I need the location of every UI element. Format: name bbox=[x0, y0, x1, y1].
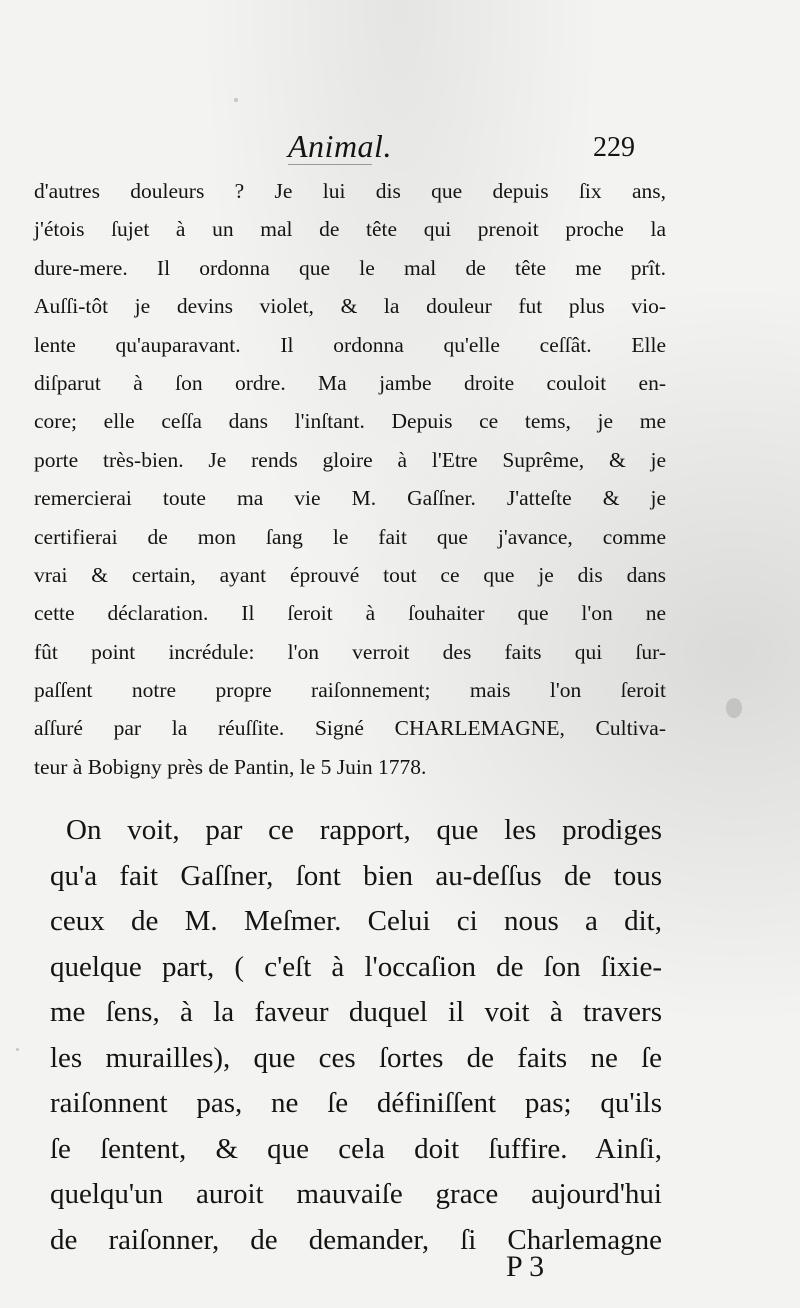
text-line: qu'a fait Gaſſner, ſont bien au-deſſus de tous bbox=[50, 859, 662, 892]
signature-mark: P 3 bbox=[506, 1250, 545, 1283]
text-line: dure-mere. Il ordonna que le mal de tête me prît. bbox=[34, 255, 666, 280]
text-line: fût point incrédule: l'on verroit des faits qui ſur- bbox=[34, 639, 666, 664]
text-line: On voit, par ce rapport, que les prodiges bbox=[66, 814, 662, 846]
text-line: aſſuré par la réuſſite. Signé CHARLEMAGNE, Cultiva- bbox=[34, 716, 666, 741]
text-line: lente qu'auparavant. Il ordonna qu'elle ceſſât. Elle bbox=[34, 332, 666, 357]
text-line: raiſonnent pas, ne ſe définiſſent pas; qu'ils bbox=[50, 1087, 662, 1119]
title-rule bbox=[288, 164, 372, 165]
page-number: 229 bbox=[593, 132, 635, 163]
paper-speck bbox=[234, 98, 238, 102]
paper-speck bbox=[16, 1048, 19, 1051]
text-line: j'étois ſujet à un mal de tête qui prenoit proche la bbox=[34, 217, 666, 242]
text-line: vrai & certain, ayant éprouvé tout ce que je dis dans bbox=[34, 562, 666, 587]
text-line: ſe ſentent, & que cela doit ſuffire. Ainſi, bbox=[50, 1132, 662, 1165]
text-line: d'autres douleurs ? Je lui dis que depuis ſix ans, bbox=[34, 179, 666, 203]
text-line: porte très-bien. Je rends gloire à l'Etre Suprême, & je bbox=[34, 447, 666, 472]
text-line: me ſens, à la faveur duquel il voit à travers bbox=[50, 996, 662, 1028]
text-line: quelque part, ( c'eſt à l'occaſion de ſon ſixie- bbox=[50, 950, 662, 983]
page-header bbox=[0, 128, 800, 168]
running-title: Animal. bbox=[288, 128, 392, 164]
text-line: cette déclaration. Il ſeroit à ſouhaiter que l'on ne bbox=[34, 601, 666, 626]
commentary-paragraph bbox=[50, 808, 662, 1263]
text-line: diſparut à ſon ordre. Ma jambe droite couloit en- bbox=[34, 370, 666, 395]
text-line: paſſent notre propre raiſonnement; mais l'on ſeroit bbox=[34, 678, 666, 703]
text-line: quelqu'un auroit mauvaiſe grace aujourd'hui bbox=[50, 1178, 662, 1210]
text-line: ceux de M. Meſmer. Celui ci nous a dit, bbox=[50, 905, 662, 937]
paper-speck bbox=[726, 698, 742, 718]
text-line: remercierai toute ma vie M. Gaſſner. J'atteſte & je bbox=[34, 486, 666, 511]
text-line: teur à Bobigny près de Pantin, le 5 Juin 1778. bbox=[34, 754, 427, 779]
declaration-paragraph bbox=[34, 172, 666, 786]
text-line: core; elle ceſſa dans l'inſtant. Depuis ce tems, je me bbox=[34, 409, 666, 434]
text-line: Auſſi-tôt je devins violet, & la douleur fut plus vio- bbox=[34, 294, 666, 319]
text-line: les murailles), que ces ſortes de faits ne ſe bbox=[50, 1041, 662, 1074]
text-line: de raiſonner, de demander, ſi Charlemagne bbox=[50, 1223, 662, 1256]
text-line: certifierai de mon ſang le fait que j'avance, comme bbox=[34, 524, 666, 549]
